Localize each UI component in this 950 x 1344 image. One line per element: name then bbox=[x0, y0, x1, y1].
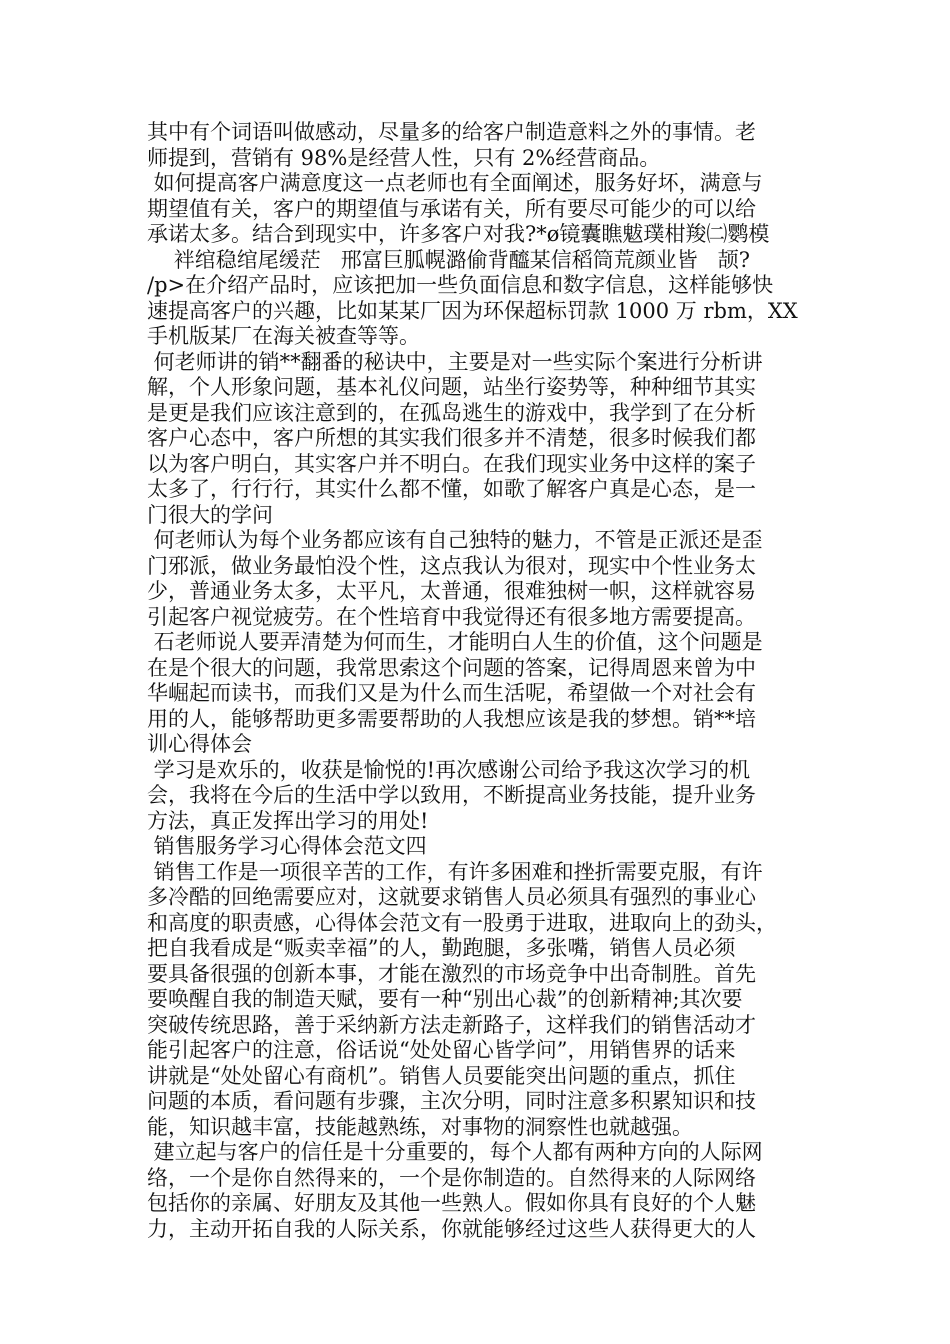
text-line: 用的人，能够帮助更多需要帮助的人我想应该是我的梦想。销**培 bbox=[147, 706, 756, 731]
text-line: 客户心态中，客户所想的其实我们很多并不清楚，很多时候我们都 bbox=[147, 426, 756, 450]
text-line: 华崛起而读书，而我们又是为什么而生活呢，希望做一个对社会有 bbox=[147, 681, 756, 705]
text-line: 手机版某厂在海关被查等等。 bbox=[147, 324, 420, 348]
text-line: 如何提高客户满意度这一点老师也有全面阐述，服务好坏，满意与 bbox=[147, 171, 763, 195]
text-line: 其中有个词语叫做感动，尽量多的给客户制造意料之外的事情。老 bbox=[147, 120, 756, 144]
text-line: 要具备很强的创新本事，才能在激烈的市场竞争中出奇制胜。首先 bbox=[147, 961, 756, 986]
text-line: 销售服务学习心得体会范文四 bbox=[147, 834, 427, 858]
text-line: 建立起与客户的信任是十分重要的，每个人都有两种方向的人际网 bbox=[147, 1140, 763, 1164]
text-line: 要唤醒自我的制造天赋，要有一种“别出心裁”的创新精神;其次要 bbox=[147, 987, 743, 1011]
text-line: 能，知识越丰富，技能越熟练，对事物的洞察性也就越强。 bbox=[147, 1114, 693, 1139]
text-line: 期望值有关，客户的期望值与承诺有关，所有要尽可能少的可以给 bbox=[147, 196, 756, 221]
text-line: 方法，真正发挥出学习的用处! bbox=[147, 808, 429, 833]
text-line: 何老师讲的销**翻番的秘诀中，主要是对一些实际个案进行分析讲 bbox=[147, 349, 763, 374]
text-line: 训心得体会 bbox=[147, 732, 252, 756]
text-line: 把自我看成是“贩卖幸福”的人，勤跑腿，多张嘴，销售人员必须 bbox=[147, 936, 736, 960]
text-line: 学习是欢乐的，收获是愉悦的!再次感谢公司给予我这次学习的机 bbox=[147, 757, 751, 782]
text-line: 是更是我们应该注意到的，在孤岛逃生的游戏中，我学到了在分析 bbox=[147, 400, 756, 425]
document-body bbox=[147, 120, 827, 1242]
text-line: 能引起客户的注意，俗话说“处处留心皆学问”，用销售界的话来 bbox=[147, 1038, 736, 1062]
text-line: 销售工作是一项很辛苦的工作，有许多困难和挫折需要克服，有许 bbox=[147, 859, 763, 884]
text-line: 门很大的学问 bbox=[147, 502, 273, 527]
text-line: 门邪派，做业务最怕没个性，这点我认为很对，现实中个性业务太 bbox=[147, 553, 756, 578]
text-line: 何老师认为每个业务都应该有自己独特的魅力，不管是正派还是歪 bbox=[147, 528, 763, 552]
text-line: 袢绾稳绾尾缓茫 邢富巨胍幌潞偷背醯某信稻筒荒颜业皆 颉? bbox=[147, 247, 751, 272]
text-line: 力，主动开拓自我的人际关系，你就能够经过这些人获得更大的人 bbox=[147, 1216, 756, 1241]
text-line: 包括你的亲属、好朋友及其他一些熟人。假如你具有良好的个人魅 bbox=[147, 1191, 756, 1215]
text-line: 师提到，营销有 98%是经营人性，只有 2%经营商品。 bbox=[147, 145, 661, 170]
text-line: 络，一个是你自然得来的，一个是你制造的。自然得来的人际网络 bbox=[147, 1165, 756, 1190]
text-line: 问题的本质，看问题有步骤，主次分明，同时注意多积累知识和技 bbox=[147, 1089, 756, 1113]
text-line: 解，个人形象问题，基本礼仪问题，站坐行姿势等，种种细节其实 bbox=[147, 375, 756, 399]
text-line: 承诺太多。结合到现实中，许多客户对我?*ø镜囊瞧魃璞柑羧㈡鹦模 bbox=[147, 222, 770, 246]
text-line: 在是个很大的问题，我常思索这个问题的答案，记得周恩来曾为中 bbox=[147, 655, 756, 680]
text-line: 太多了，行行行，其实什么都不懂，如歌了解客户真是心态，是一 bbox=[147, 477, 756, 501]
text-line: 会，我将在今后的生活中学以致用，不断提高业务技能，提升业务 bbox=[147, 783, 756, 807]
text-line: 少，普通业务太多，太平凡，太普通，很难独树一帜，这样就容易 bbox=[147, 579, 756, 603]
text-line: 速提高客户的兴趣，比如某某厂因为环保超标罚款 1000 万 rbm，XX bbox=[147, 298, 798, 323]
text-line: 石老师说人要弄清楚为何而生，才能明白人生的价值，这个问题是 bbox=[147, 630, 763, 654]
text-line: 和高度的职责感，心得体会范文有一股勇于进取，进取向上的劲头， bbox=[147, 910, 777, 935]
text-line: 以为客户明白，其实客户并不明白。在我们现实业务中这样的案子 bbox=[147, 451, 756, 476]
text-line: 讲就是“处处留心有商机”。销售人员要能突出问题的重点，抓住 bbox=[147, 1063, 736, 1088]
text-line: /p>在介绍产品时，应该把加一些负面信息和数字信息，这样能够快 bbox=[147, 273, 774, 297]
text-line: 突破传统思路，善于采纳新方法走新路子，这样我们的销售活动才 bbox=[147, 1012, 756, 1037]
text-line: 多冷酷的回绝需要应对，这就要求销售人员必须具有强烈的事业心 bbox=[147, 885, 756, 909]
text-line: 引起客户视觉疲劳。在个性培育中我觉得还有很多地方需要提高。 bbox=[147, 604, 756, 629]
